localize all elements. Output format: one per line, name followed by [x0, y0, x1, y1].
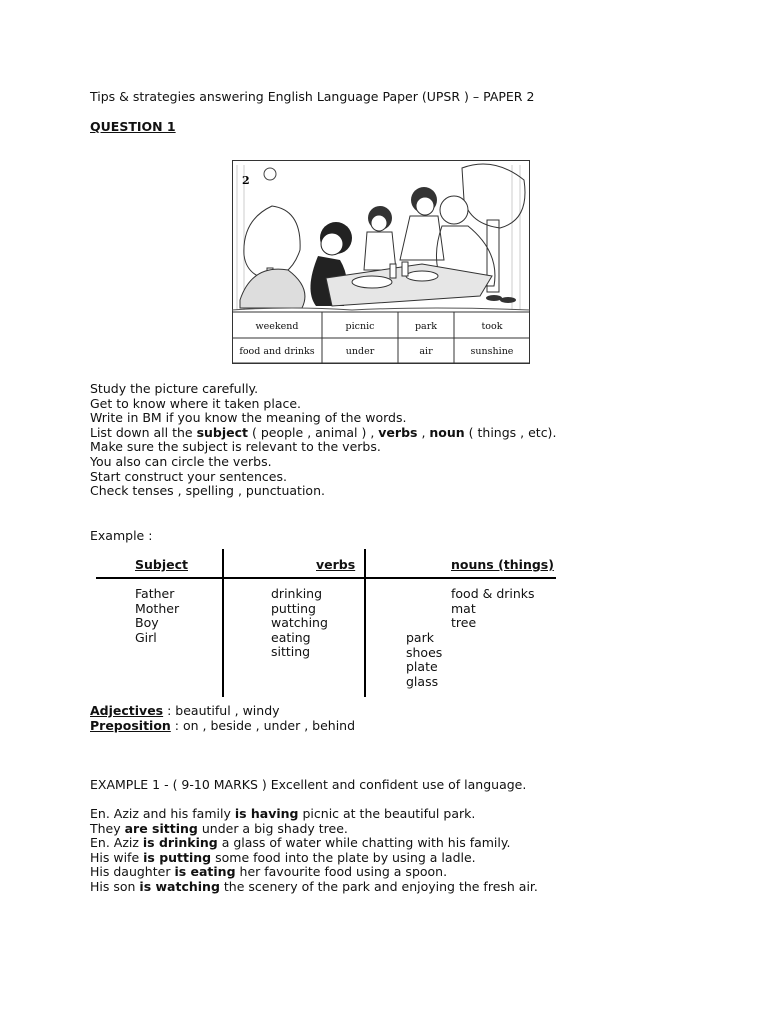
- tip-line: Start construct your sentences.: [90, 468, 287, 484]
- noun-item: food & drinks: [451, 586, 535, 601]
- sentence-text: her favourite food using a spoon.: [235, 864, 448, 880]
- nouns-column-right: [451, 587, 535, 631]
- tip-text: ( people , animal ) ,: [248, 424, 379, 440]
- word-cell: under: [345, 346, 375, 357]
- sentence-verb: is eating: [174, 864, 236, 880]
- tip-text: List down all the: [90, 424, 197, 440]
- verb-item: eating: [271, 629, 311, 645]
- sentence-verb: is putting: [143, 849, 212, 865]
- picnic-scene-image: [232, 160, 530, 364]
- picnic-illustration: [232, 160, 530, 364]
- subjects-column: [135, 587, 179, 645]
- sentence: [90, 822, 538, 837]
- table-divider: [222, 549, 224, 697]
- subject-item: Father: [135, 586, 175, 601]
- tip-text: ,: [417, 424, 430, 440]
- word-cell: park: [414, 321, 438, 332]
- noun-item: plate: [406, 659, 438, 675]
- tip-line: Make sure the subject is relevant to the verbs.: [90, 439, 381, 455]
- sentence-verb: are sitting: [124, 820, 198, 836]
- tip-text: ( things , etc).: [464, 424, 557, 440]
- word-cell: weekend: [255, 321, 299, 332]
- subject-item: Girl: [135, 629, 157, 645]
- sentence: [90, 880, 538, 895]
- word-cell: food and drinks: [239, 346, 315, 357]
- document-title: Tips & strategies answering English Language Paper (UPSR ) – PAPER 2: [90, 89, 535, 104]
- tip-line: Write in BM if you know the meaning of the words.: [90, 410, 407, 426]
- table-divider: [364, 549, 366, 697]
- sentence-verb: is having: [234, 806, 299, 821]
- word-cell: sunshine: [470, 346, 514, 357]
- sentence-text: En. Aziz and his family: [90, 806, 235, 821]
- header-verbs: verbs: [316, 557, 356, 572]
- tip-bold-verbs: verbs: [378, 424, 418, 440]
- sentence-text: En. Aziz: [90, 835, 143, 851]
- noun-item: shoes: [406, 644, 443, 660]
- noun-item: mat: [451, 600, 476, 616]
- preposition-label: Preposition: [90, 717, 171, 733]
- nouns-column-left: [406, 631, 442, 689]
- subject-item: Mother: [135, 600, 180, 616]
- sentence-text: under a big shady tree.: [197, 820, 348, 836]
- tip-line: You also can circle the verbs.: [90, 453, 272, 469]
- word-cell: air: [419, 346, 433, 357]
- tip-bold-noun: noun: [429, 424, 465, 440]
- sentence-text: a glass of water while chatting with his family.: [217, 835, 511, 851]
- header-nouns: nouns (things): [451, 557, 554, 572]
- tip-line: Check tenses , spelling , punctuation.: [90, 483, 325, 499]
- verb-item: sitting: [271, 644, 311, 660]
- noun-item: glass: [406, 673, 439, 689]
- example-sentences: [90, 807, 538, 895]
- header-subject: Subject: [135, 557, 188, 572]
- sentence-text: the scenery of the park and enjoying the fresh air.: [219, 878, 538, 894]
- picture-number: 2: [242, 174, 250, 187]
- tips-list: [90, 382, 556, 499]
- noun-item: tree: [451, 615, 477, 631]
- preposition-text: : on , beside , under , behind: [170, 717, 356, 733]
- sentence-text: His son: [90, 878, 140, 894]
- question-heading: QUESTION 1: [90, 119, 176, 134]
- sentence-text: picnic at the beautiful park.: [298, 806, 476, 821]
- tip-line: Study the picture carefully.: [90, 381, 259, 396]
- subject-item: Boy: [135, 615, 159, 631]
- adjectives-label: Adjectives: [90, 703, 164, 718]
- sentence: [90, 851, 538, 866]
- preposition-line: [90, 719, 355, 734]
- sentence-verb: is drinking: [142, 835, 218, 851]
- tip-line-list: [90, 426, 556, 441]
- table-header-rule: [96, 577, 556, 579]
- verbs-column: [271, 587, 328, 660]
- adjectives-text: : beautiful , windy: [163, 703, 280, 718]
- sentence: [90, 836, 538, 851]
- tip-line: Get to know where it taken place.: [90, 395, 302, 411]
- sentence-verb: is watching: [139, 878, 220, 894]
- verb-item: drinking: [271, 586, 323, 601]
- adjectives-line: [90, 704, 355, 719]
- verb-item: putting: [271, 600, 316, 616]
- sentence-text: His daughter: [90, 864, 175, 880]
- sentence-text: some food into the plate by using a ladle.: [211, 849, 476, 865]
- sentence-text: They: [90, 820, 125, 836]
- word-classes: [90, 704, 355, 733]
- sentence-text: His wife: [90, 849, 144, 865]
- sentence: [90, 865, 538, 880]
- verb-item: watching: [271, 615, 328, 631]
- noun-item: park: [406, 630, 434, 645]
- sentence: [90, 807, 538, 822]
- example1-heading: EXAMPLE 1 - ( 9-10 MARKS ) Excellent and confident use of language.: [90, 777, 527, 792]
- example-label: Example :: [90, 528, 153, 543]
- tip-bold-subject: subject: [196, 424, 249, 440]
- word-cell: picnic: [345, 321, 375, 332]
- word-cell: took: [481, 321, 503, 332]
